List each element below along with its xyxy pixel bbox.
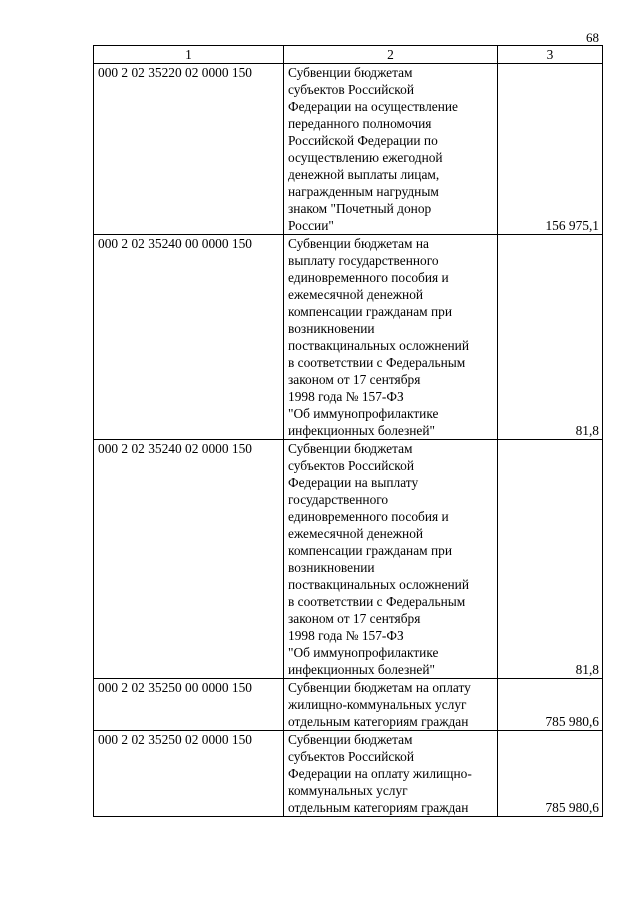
table-row (94, 679, 603, 731)
description-line: выплату государственного (288, 253, 439, 268)
budget-table (93, 45, 603, 817)
table-row (94, 731, 603, 817)
description-line: поствакцинальных осложнений (288, 577, 470, 592)
description-line: возникновении (288, 321, 375, 336)
description-line: знаком "Почетный донор (288, 201, 432, 216)
description (284, 64, 498, 235)
description-line: Субвенции бюджетам (288, 65, 413, 80)
description-line: поствакцинальных осложнений (288, 338, 470, 353)
amount: 156 975,1 (498, 64, 603, 235)
description-line: единовременного пособия и (288, 270, 449, 285)
description-line: 1998 года № 157-ФЗ (288, 628, 404, 643)
description-line: в соответствии с Федеральным (288, 355, 466, 370)
description-line: России" (288, 218, 334, 233)
description-line: ежемесячной денежной (288, 287, 424, 302)
amount: 785 980,6 (498, 731, 603, 817)
description-line: коммунальных услуг (288, 783, 408, 798)
description-line: инфекционных болезней" (288, 662, 436, 677)
page-number: 68 (586, 30, 599, 45)
description-line: ежемесячной денежной (288, 526, 424, 541)
header-row (94, 46, 603, 64)
description (284, 679, 498, 731)
description-line: единовременного пособия и (288, 509, 449, 524)
budget-code: 000 2 02 35240 02 0000 150 (94, 440, 284, 679)
description-line: денежной выплаты лицам, (288, 167, 440, 182)
description-line: Федерации на осуществление (288, 99, 458, 114)
column-header-1: 1 (94, 46, 284, 64)
description-line: "Об иммунопрофилактике (288, 406, 439, 421)
description-line: субъектов Российской (288, 749, 414, 764)
description-line: Субвенции бюджетам (288, 732, 413, 747)
budget-code: 000 2 02 35250 02 0000 150 (94, 731, 284, 817)
description-line: субъектов Российской (288, 82, 414, 97)
column-header-2: 2 (284, 46, 498, 64)
table-row (94, 64, 603, 235)
description (284, 440, 498, 679)
description-line: осуществлению ежегодной (288, 150, 443, 165)
description-line: награжденным нагрудным (288, 184, 439, 199)
description-line: отдельным категориям граждан (288, 800, 469, 815)
description-line: Субвенции бюджетам на (288, 236, 429, 251)
description-line: отдельным категориям граждан (288, 714, 469, 729)
description-line: компенсации гражданам при (288, 304, 453, 319)
description-line: возникновении (288, 560, 375, 575)
description-line: в соответствии с Федеральным (288, 594, 466, 609)
description (284, 235, 498, 440)
description-line: Федерации на оплату жилищно- (288, 766, 472, 781)
description-line: Федерации на выплату (288, 475, 419, 490)
description-line: законом от 17 сентября (288, 372, 421, 387)
description-line: Российской Федерации по (288, 133, 438, 148)
table-header (94, 46, 603, 64)
description-line: Субвенции бюджетам (288, 441, 413, 456)
budget-code: 000 2 02 35250 00 0000 150 (94, 679, 284, 731)
description-line: субъектов Российской (288, 458, 414, 473)
column-header-3: 3 (498, 46, 603, 64)
amount: 81,8 (498, 440, 603, 679)
table-row (94, 440, 603, 679)
description-line: 1998 года № 157-ФЗ (288, 389, 404, 404)
table-row (94, 235, 603, 440)
description-line: государственного (288, 492, 389, 507)
description-line: жилищно-коммунальных услуг (288, 697, 467, 712)
description-line: законом от 17 сентября (288, 611, 421, 626)
description-line: Субвенции бюджетам на оплату (288, 680, 471, 695)
amount: 81,8 (498, 235, 603, 440)
amount: 785 980,6 (498, 679, 603, 731)
description-line: "Об иммунопрофилактике (288, 645, 439, 660)
budget-code: 000 2 02 35240 00 0000 150 (94, 235, 284, 440)
table-body (94, 64, 603, 817)
description-line: компенсации гражданам при (288, 543, 453, 558)
description-line: инфекционных болезней" (288, 423, 436, 438)
budget-code: 000 2 02 35220 02 0000 150 (94, 64, 284, 235)
description-line: переданного полномочия (288, 116, 432, 131)
description (284, 731, 498, 817)
